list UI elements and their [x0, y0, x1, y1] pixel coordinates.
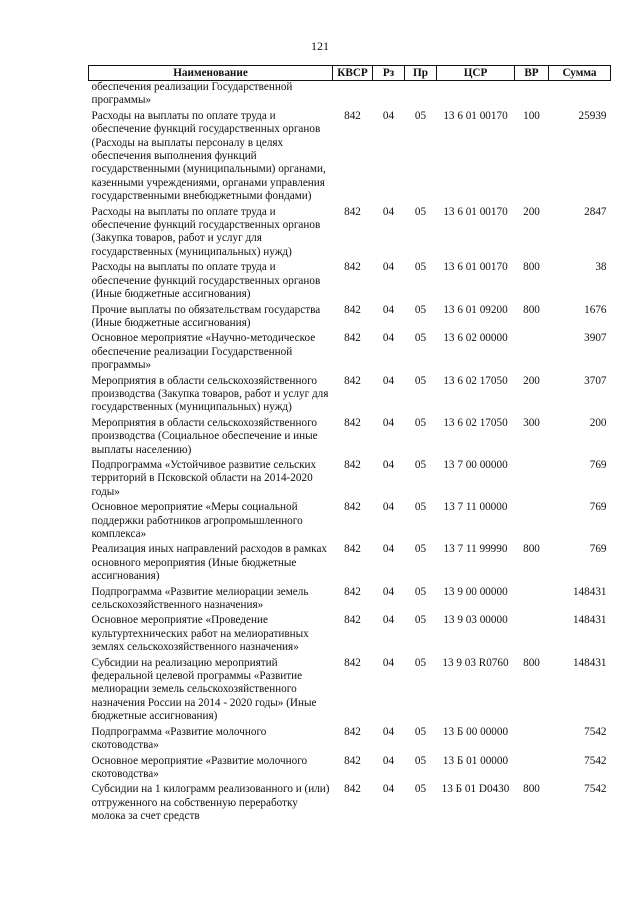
row-rz: 04: [382, 205, 395, 218]
table-row: [89, 614, 611, 656]
row-csr: 13 Б 01 00000: [442, 754, 509, 767]
row-vr: 800: [523, 543, 540, 556]
row-rz: 04: [382, 303, 395, 316]
row-name: обеспечения реализации Государственной программы»: [91, 81, 293, 107]
row-pr: 05: [414, 458, 427, 471]
row-csr: 13 Б 00 00000: [442, 725, 509, 738]
row-csr: 13 9 03 R0760: [442, 656, 509, 669]
row-pr: 05: [414, 303, 427, 316]
row-sum: 25939: [578, 109, 607, 122]
table-row: [89, 81, 611, 110]
row-vr: 800: [523, 783, 540, 796]
row-name: Основное мероприятие «Развитие молочного скотоводства»: [91, 754, 308, 780]
row-vr: [515, 614, 549, 656]
row-sum: 3907: [584, 332, 607, 345]
row-kvsr: 842: [344, 303, 361, 316]
row-vr: 800: [523, 261, 540, 274]
row-csr: 13 9 03 00000: [443, 614, 508, 627]
row-vr: [515, 332, 549, 374]
table-row: [89, 586, 611, 615]
row-vr: [515, 726, 549, 755]
row-kvsr: 842: [344, 261, 361, 274]
header-csr: ЦСР: [437, 66, 515, 81]
row-vr: 300: [523, 416, 540, 429]
row-pr: 05: [414, 332, 427, 345]
table-row: [89, 501, 611, 543]
header-rz: Рз: [373, 66, 405, 81]
row-kvsr: 842: [344, 585, 361, 598]
row-rz: 04: [382, 754, 395, 767]
row-kvsr: 842: [344, 783, 361, 796]
row-pr: 05: [414, 205, 427, 218]
row-name: Основное мероприятие «Меры социальной поддержки работников агропромышленного комплекса»: [91, 501, 303, 540]
row-kvsr: 842: [344, 754, 361, 767]
row-name: Прочие выплаты по обязательствам государства (Иные бюджетные ассигнования): [91, 303, 321, 329]
row-vr: [515, 755, 549, 784]
table-row: [89, 543, 611, 585]
row-kvsr: 842: [344, 109, 361, 122]
table-header-row: [89, 66, 611, 81]
table-row: [89, 417, 611, 459]
row-sum: [549, 81, 611, 110]
table-row: [89, 375, 611, 417]
page-number: 121: [311, 39, 329, 53]
header-pr: Пр: [405, 66, 437, 81]
table-row: [89, 304, 611, 333]
row-rz: 04: [382, 458, 395, 471]
row-kvsr: 842: [344, 656, 361, 669]
row-rz: 04: [382, 374, 395, 387]
row-csr: 13 6 01 00170: [443, 205, 508, 218]
row-sum: 7542: [584, 783, 607, 796]
row-csr: 13 6 02 17050: [443, 416, 508, 429]
budget-table: [88, 65, 611, 824]
row-rz: 04: [382, 109, 395, 122]
row-csr: 13 6 02 17050: [443, 374, 508, 387]
row-pr: 05: [414, 725, 427, 738]
row-vr: [515, 81, 549, 110]
row-rz: 04: [382, 332, 395, 345]
row-pr: 05: [414, 109, 427, 122]
row-pr: 05: [414, 374, 427, 387]
row-name: Субсидии на 1 килограмм реализованного и (или) отгруженного на собственную переработку молока за счет средств: [91, 783, 330, 823]
row-sum: 769: [589, 458, 607, 471]
row-sum: 769: [589, 501, 607, 514]
row-sum: 1676: [584, 303, 607, 316]
row-vr: 100: [523, 109, 540, 122]
row-csr: 13 6 01 09200: [443, 303, 508, 316]
row-kvsr: 842: [344, 543, 361, 556]
row-pr: [405, 81, 437, 110]
header-name: Наименование: [89, 66, 333, 81]
row-vr: [515, 586, 549, 615]
row-kvsr: 842: [344, 458, 361, 471]
header-kvsr: КВСР: [333, 66, 373, 81]
row-rz: 04: [382, 783, 395, 796]
table-row: [89, 459, 611, 501]
row-name: Субсидии на реализацию мероприятий федеральной целевой программы «Развитие мелиорации земель сельскохозяйственного назначения России на 2014 - 2020 годы» (Иные бюджетные ассигнования): [91, 656, 317, 723]
row-csr: [437, 81, 515, 110]
row-rz: 04: [382, 725, 395, 738]
row-name: Расходы на выплаты по оплате труда и обеспечение функций государственных органов (Закупка товаров, работ и услуг для государственных (муниципальных) нужд): [91, 205, 321, 258]
row-kvsr: 842: [344, 614, 361, 627]
row-name: Основное мероприятие «Проведение культуртехнических работ на мелиоративных землях сельскохозяйственного назначения»: [91, 614, 309, 654]
header-sum: Сумма: [549, 66, 611, 81]
row-rz: 04: [382, 261, 395, 274]
row-rz: 04: [382, 416, 395, 429]
row-pr: 05: [414, 754, 427, 767]
row-name: Основное мероприятие «Научно-методическое обеспечение реализации Государственной программы»: [91, 332, 316, 372]
row-rz: 04: [382, 543, 395, 556]
row-sum: 2847: [584, 205, 607, 218]
row-sum: 7542: [584, 754, 607, 767]
row-name: Расходы на выплаты по оплате труда и обеспечение функций государственных органов (Расходы на выплаты персоналу в целях обеспечения выполнения функций государственными (муниципальными) органами, казенными учреждениями, органами управления государственными внебюджетными фондами): [91, 109, 326, 203]
row-rz: 04: [382, 585, 395, 598]
row-rz: [373, 81, 405, 110]
row-name: Подпрограмма «Развитие молочного скотоводства»: [91, 725, 267, 752]
row-sum: 148431: [572, 614, 607, 627]
row-sum: 148431: [572, 585, 607, 598]
row-name: Расходы на выплаты по оплате труда и обеспечение функций государственных органов (Иные бюджетные ассигнования): [91, 261, 321, 301]
row-pr: 05: [414, 501, 427, 514]
row-kvsr: 842: [344, 205, 361, 218]
table-body: [89, 81, 611, 824]
row-sum: 200: [589, 416, 607, 429]
row-pr: 05: [414, 614, 427, 627]
table-row: [89, 657, 611, 726]
row-csr: 13 Б 01 D0430: [441, 783, 510, 796]
row-sum: 7542: [584, 725, 607, 738]
row-name: Подпрограмма «Устойчивое развитие сельских территорий в Псковской области на 2014-2020 годы»: [91, 458, 317, 498]
row-kvsr: [333, 81, 373, 110]
row-vr: 200: [523, 205, 540, 218]
header-vr: ВР: [515, 66, 549, 81]
row-rz: 04: [382, 501, 395, 514]
table-row: [89, 783, 611, 823]
row-pr: 05: [414, 416, 427, 429]
row-pr: 05: [414, 543, 427, 556]
table-row: [89, 755, 611, 784]
row-sum: 148431: [572, 656, 607, 669]
table-row: [89, 206, 611, 262]
row-rz: 04: [382, 614, 395, 627]
table-row: [89, 726, 611, 755]
row-vr: [515, 459, 549, 501]
row-pr: 05: [414, 783, 427, 796]
row-kvsr: 842: [344, 501, 361, 514]
row-pr: 05: [414, 656, 427, 669]
row-vr: 800: [523, 656, 540, 669]
row-csr: 13 7 11 99990: [443, 543, 508, 556]
row-csr: 13 7 00 00000: [443, 458, 508, 471]
row-name: Подпрограмма «Развитие мелиорации земель сельскохозяйственного назначения»: [91, 585, 309, 612]
row-csr: 13 6 01 00170: [443, 261, 508, 274]
row-vr: 200: [523, 374, 540, 387]
row-csr: 13 6 01 00170: [443, 109, 508, 122]
row-name: Мероприятия в области сельскохозяйственного производства (Закупка товаров, работ и услуг для государственных (муниципальных) нужд): [91, 374, 329, 414]
row-vr: 800: [523, 303, 540, 316]
row-kvsr: 842: [344, 725, 361, 738]
row-vr: [515, 501, 549, 543]
row-rz: 04: [382, 656, 395, 669]
row-sum: 3707: [584, 374, 607, 387]
row-csr: 13 6 02 00000: [443, 332, 508, 345]
row-name: Мероприятия в области сельскохозяйственного производства (Социальное обеспечение и иные выплаты населению): [91, 416, 318, 456]
row-sum: 769: [589, 543, 607, 556]
table-row: [89, 110, 611, 206]
row-sum: 38: [595, 261, 607, 274]
row-pr: 05: [414, 585, 427, 598]
table-row: [89, 261, 611, 303]
table-row: [89, 332, 611, 374]
row-csr: 13 7 11 00000: [443, 501, 508, 514]
row-csr: 13 9 00 00000: [443, 585, 508, 598]
row-name: Реализация иных направлений расходов в рамках основного мероприятия (Иные бюджетные ассигнования): [91, 543, 328, 583]
row-kvsr: 842: [344, 416, 361, 429]
row-pr: 05: [414, 261, 427, 274]
row-kvsr: 842: [344, 374, 361, 387]
row-kvsr: 842: [344, 332, 361, 345]
